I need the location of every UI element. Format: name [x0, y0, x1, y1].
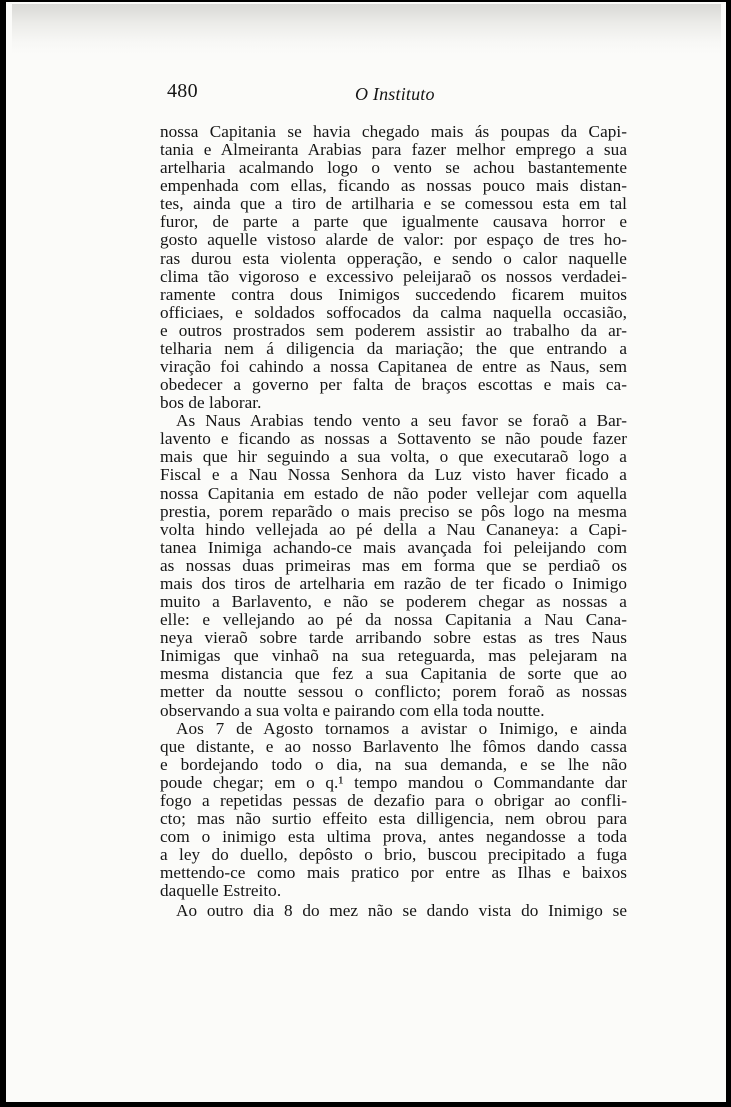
text-line: gosto aquelle vistoso alarde de valor: por espaço de tres ho-: [160, 230, 627, 250]
paragraph-first-line: As Naus Arabias tendo vento a seu favor se foraõ a Bar-: [176, 411, 627, 431]
text-line: ramente contra dous Inimigos succedendo ficarem muitos: [160, 284, 627, 304]
paragraph-first-line: Ao outro dia 8 do mez não se dando vista do Inimigo se: [176, 901, 627, 921]
text-line: elle: e vellejando ao pé da nossa Capitania a Nau Cana-: [160, 610, 627, 630]
text-line: fogo a repetidas pessas de dezafio para o obrigar ao confli-: [160, 790, 627, 810]
text-line: lavento e ficando as nossas a Sottavento se não poude fazer: [160, 429, 627, 449]
paragraph-end-line: daquelle Estreito.: [160, 881, 282, 901]
text-line: que distante, e ao nosso Barlavento lhe fômos dando cassa: [160, 736, 627, 756]
text-line: as nossas duas primeiras mas em forma que se perdiaõ os: [160, 555, 627, 575]
text-line: mesma distancia que fez a sua Capitania de sorte que ao: [160, 664, 627, 684]
page-number: 480: [167, 80, 198, 102]
text-line: artelharia acalmando logo o vento se achou bastantemente: [160, 158, 627, 178]
body-text: [160, 123, 627, 920]
text-line: tanea Inimiga achando-ce mais avançada foi peleijando com: [160, 537, 627, 557]
text-line: officiaes, e soldados soffocados da calma naquella occasião,: [160, 302, 627, 322]
text-line: tania e Almeiranta Arabias para fazer melhor emprego a sua: [160, 140, 627, 160]
running-title: O Instituto: [355, 84, 435, 104]
text-line: viração foi cahindo a nossa Capitanea de entre as Naus, sem: [160, 357, 627, 377]
text-line: poude chegar; em o q.¹ tempo mandou o Commandante dar: [160, 772, 627, 792]
text-line: telharia nem á diligencia da mariação; the que entrando a: [160, 338, 627, 358]
text-line: mais que hir seguindo a sua volta, o que executaraõ logo a: [160, 447, 627, 467]
text-line: Fiscal e a Nau Nossa Senhora da Luz visto haver ficado a: [160, 465, 627, 485]
text-line: muito a Barlavento, e não se poderem chegar as nossas a: [160, 592, 627, 612]
text-line: metter da noutte sessou o conflicto; porem foraõ as nossas: [160, 682, 627, 702]
text-line: volta hindo vellejada ao pé della a Nau Cananeya: a Capi-: [160, 519, 627, 539]
text-line: com o inimigo esta ultima prova, antes negandosse a toda: [160, 827, 627, 847]
paragraph-end-line: bos de laborar.: [160, 393, 262, 413]
scan-shadow-band: [12, 4, 721, 54]
text-line: e outros prostrados sem poderem assistir ao trabalho da ar-: [160, 320, 627, 340]
text-line: obedecer a governo per falta de braços escottas e mais ca-: [160, 375, 627, 395]
paragraph-first-line: Aos 7 de Agosto tornamos a avistar o Inimigo, e ainda: [176, 718, 627, 738]
text-line: nossa Capitania se havia chegado mais ás poupas da Capi-: [160, 122, 627, 141]
paragraph-end-line: observando a sua volta e pairando com ella toda noutte.: [160, 700, 545, 720]
text-line: tes, ainda que a tiro de artilharia e se comessou esta em tal: [160, 194, 627, 214]
text-line: furor, de parte a parte que igualmente causava horror e: [160, 212, 627, 232]
text-line: mettendo-ce como mais pratico por entre as Ilhas e baixos: [160, 863, 627, 883]
text-line: prestia, porem reparãdo o mais preciso se pôs logo na mesma: [160, 501, 627, 521]
text-line: neya vieraõ sobre tarde arribando sobre estas as tres Naus: [160, 628, 627, 648]
text-line: Inimigas que vinhaõ na sua reteguarda, mas pelejaram na: [160, 646, 627, 666]
text-line: e bordejando todo o dia, na sua demanda, e se lhe não: [160, 754, 627, 774]
text-line: mais dos tiros de artelharia em razão de ter ficado o Inimigo: [160, 573, 627, 593]
text-line: ras durou esta violenta opperação, e sendo o calor naquelle: [160, 248, 627, 268]
text-line: empenhada com ellas, ficando as nossas pouco mais distan-: [160, 176, 627, 196]
text-line: a ley do duello, depôsto o brio, buscou precipitado a fuga: [160, 845, 627, 865]
text-line: nossa Capitania em estado de não poder vellejar com aquella: [160, 483, 627, 503]
text-line: clima tão vigoroso e excessivo peleijaraõ os nossos verdadei-: [160, 266, 627, 286]
text-line: cto; mas não surtio effeito esta dilligencia, nem obrou para: [160, 808, 627, 828]
